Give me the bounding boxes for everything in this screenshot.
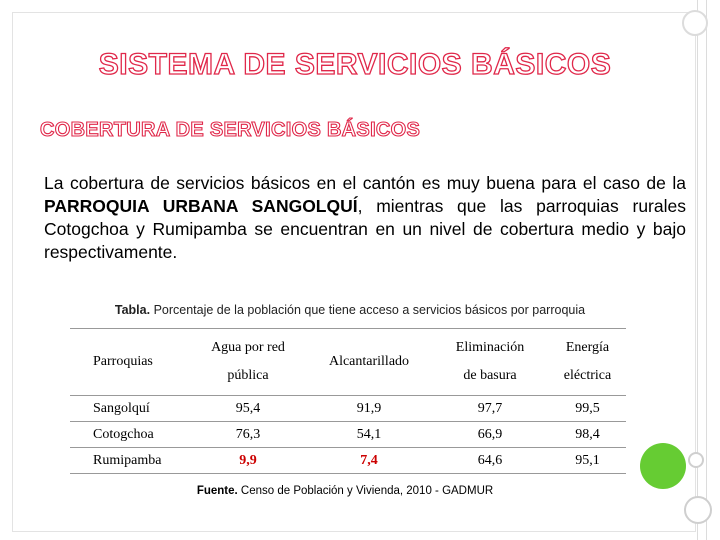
table-caption xyxy=(0,303,700,317)
cell-alcantarillado: 54,1 xyxy=(307,422,431,448)
caption-text: Porcentaje de la población que tiene acceso a servicios básicos por parroquia xyxy=(150,303,586,317)
cell-parroquia: Rumipamba xyxy=(70,448,189,474)
header-alcantarillado xyxy=(307,329,431,396)
header-alcantarillado-label: Alcantarillado xyxy=(328,354,410,369)
decorative-circle-small xyxy=(688,452,704,468)
cell-agua-highlight: 9,9 xyxy=(189,448,307,474)
source-note xyxy=(0,485,690,497)
table-header-row xyxy=(70,329,626,396)
cell-basura: 64,6 xyxy=(431,448,549,474)
decorative-circle-bottom xyxy=(684,496,712,524)
cell-parroquia: Cotogchoa xyxy=(70,422,189,448)
intro-paragraph xyxy=(44,172,686,264)
decorative-green-circle xyxy=(640,443,686,489)
coverage-table xyxy=(70,328,626,474)
paragraph-bold: PARROQUIA URBANA SANGOLQUÍ xyxy=(44,196,358,216)
header-basura xyxy=(431,329,549,396)
header-energia xyxy=(549,329,626,396)
cell-agua: 76,3 xyxy=(189,422,307,448)
header-basura-line1: Eliminación xyxy=(455,340,525,355)
header-agua xyxy=(189,329,307,396)
header-parroquias xyxy=(70,329,189,396)
cell-basura: 97,7 xyxy=(431,396,549,422)
cell-energia: 95,1 xyxy=(549,448,626,474)
table-row xyxy=(70,448,626,474)
header-energia-line2: eléctrica xyxy=(563,368,612,383)
table-row xyxy=(70,422,626,448)
header-energia-line1: Energía xyxy=(565,340,610,355)
slide-title: SISTEMA DE SERVICIOS BÁSICOS xyxy=(98,48,612,81)
cell-alcantarillado-highlight: 7,4 xyxy=(307,448,431,474)
cell-basura: 66,9 xyxy=(431,422,549,448)
paragraph-text-1: La cobertura de servicios básicos en el cantón es muy buena para el caso de la xyxy=(44,173,686,193)
table-row xyxy=(70,396,626,422)
source-label: Fuente. xyxy=(196,485,238,497)
section-subtitle: COBERTURA DE SERVICIOS BÁSICOS xyxy=(40,119,421,141)
source-text: Censo de Población y Vivienda, 2010 - GADMUR xyxy=(237,485,494,497)
header-basura-line2: de basura xyxy=(463,368,517,383)
cell-energia: 99,5 xyxy=(549,396,626,422)
caption-label: Tabla. xyxy=(114,303,151,317)
header-parroquias-label: Parroquias xyxy=(93,354,153,369)
decorative-circle-top xyxy=(682,10,708,36)
cell-parroquia: Sangolquí xyxy=(70,396,189,422)
header-agua-line2: pública xyxy=(227,368,269,383)
paragraph-text-2: , mientras que las parroquias rurales Cotogchoa y Rumipamba se encuentran en un nivel de cobertura medio y bajo respectivamente. xyxy=(44,196,686,262)
header-agua-line1: Agua por red xyxy=(211,340,285,355)
cell-energia: 98,4 xyxy=(549,422,626,448)
cell-alcantarillado: 91,9 xyxy=(307,396,431,422)
cell-agua: 95,4 xyxy=(189,396,307,422)
